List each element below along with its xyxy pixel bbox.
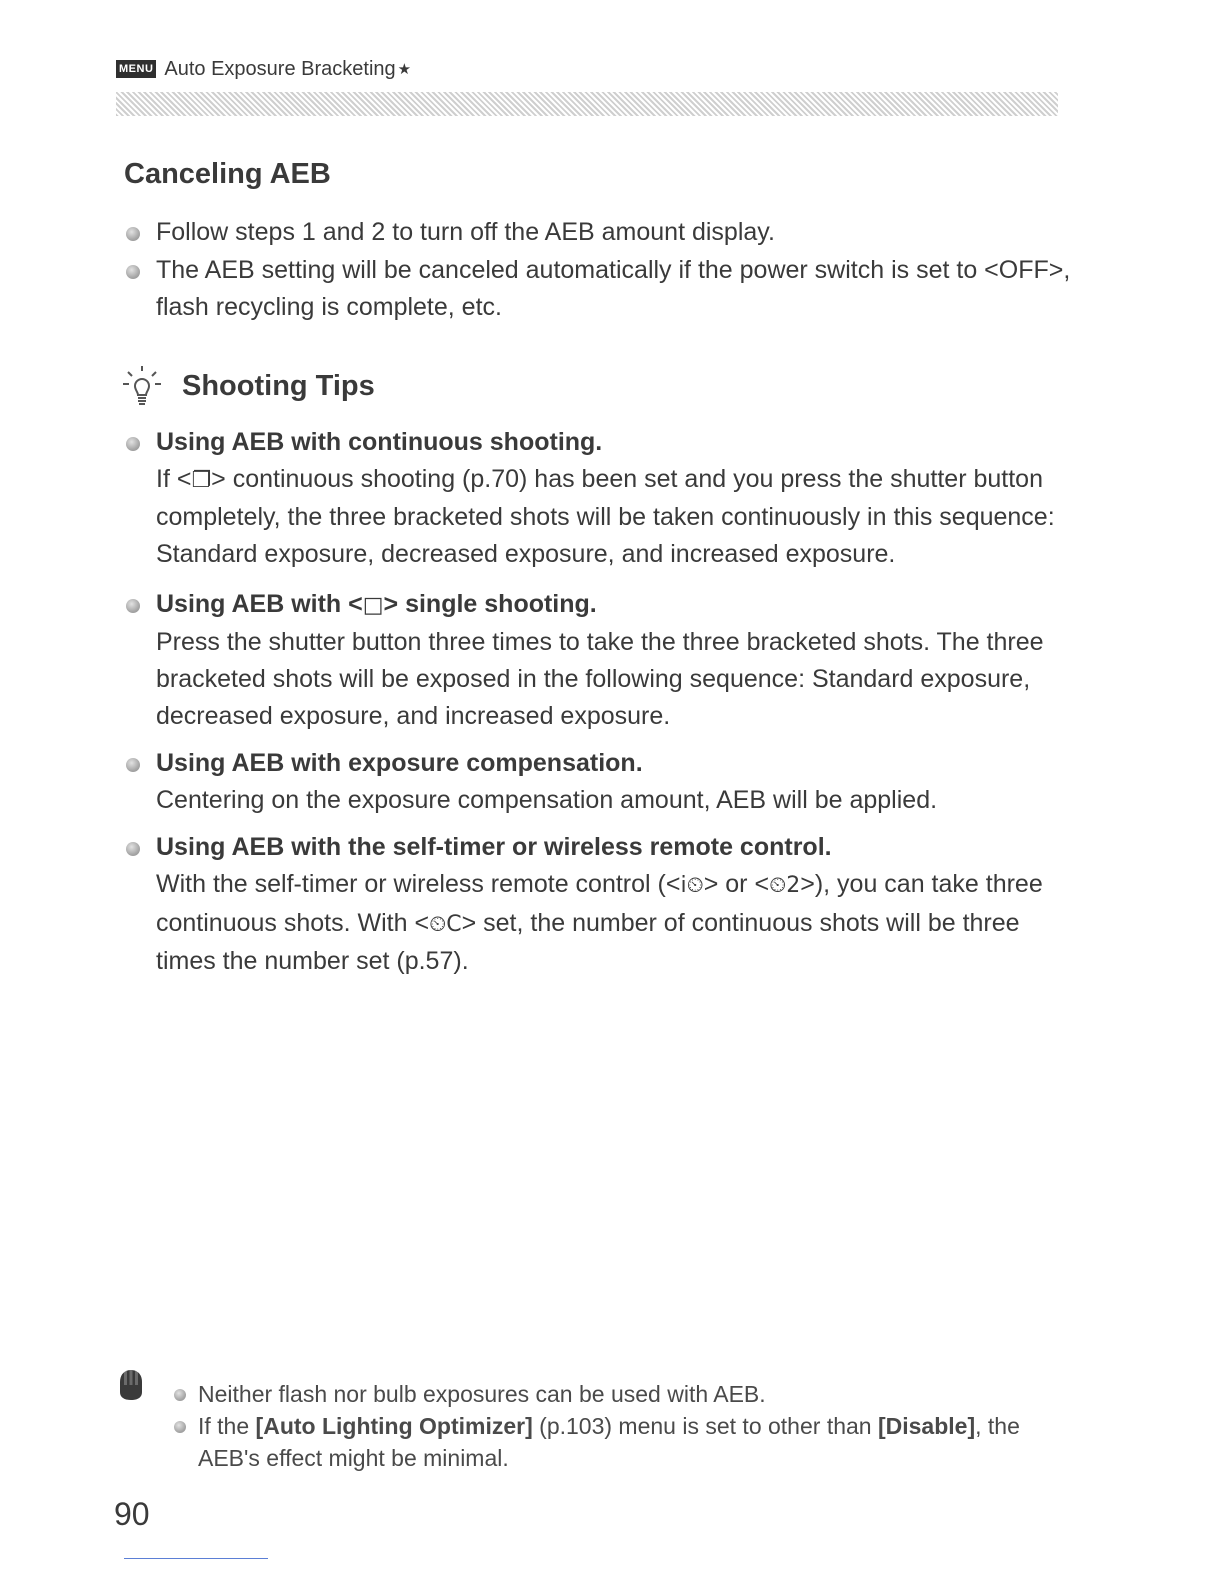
menu-option-disable: [Disable]: [877, 1413, 976, 1439]
note-list: [174, 1378, 1054, 1474]
caution-hand-icon: [116, 1368, 146, 1402]
tip-heading-text: Using AEB with <: [156, 589, 363, 618]
header-stripe-divider: [116, 92, 1058, 116]
tip-heading: Using AEB with continuous shooting.: [156, 428, 603, 456]
list-item: [124, 745, 1064, 819]
canceling-list: [124, 214, 1071, 327]
note-item: [174, 1410, 1054, 1474]
list-item-text: The AEB setting will be canceled automatically if the power switch is set to <OFF>, flash recycling is complete, etc.: [156, 255, 1071, 321]
self-timer-remote-icon: ⅰ⏲: [680, 873, 704, 899]
bullet-icon: [126, 227, 140, 241]
caution-note-box: [116, 1364, 1058, 1476]
list-item-text: Follow steps 1 and 2 to turn off the AEB amount display.: [156, 218, 775, 246]
note-text: , the AEB's effect might be minimal.: [198, 1413, 1020, 1471]
tips-list: [124, 424, 1064, 980]
tip-heading-text: > single shooting.: [383, 589, 597, 618]
tip-body: Press the shutter button three times to take the three bracketed shots. The three bracketed shots will be exposed in the following sequence: Standard exposure, decreased exposure, and increased exposure.: [156, 627, 1044, 731]
note-text: If the: [198, 1413, 256, 1439]
section-title-shooting-tips: [120, 364, 375, 408]
tips-title-text: Shooting Tips: [182, 369, 375, 402]
star-icon: ★: [397, 61, 412, 78]
bullet-icon: [126, 265, 140, 279]
note-text: Neither flash nor bulb exposures can be used with AEB.: [198, 1381, 766, 1407]
bullet-icon: [174, 1421, 186, 1433]
single-shooting-icon: □: [362, 592, 384, 618]
tip-body-text: > or <: [703, 870, 770, 899]
list-item: [124, 586, 1064, 736]
list-item: [124, 252, 1076, 327]
page-header: [116, 56, 411, 82]
lightbulb-icon: [120, 364, 164, 408]
note-text: (p.103) menu is set to other than: [532, 1413, 878, 1439]
tip-body: [156, 866, 1064, 980]
menu-icon: MENU: [116, 60, 156, 78]
bullet-icon: [126, 437, 140, 451]
self-timer-2sec-icon: ⏲2: [769, 873, 801, 899]
list-item: [124, 829, 1064, 980]
bullet-icon: [126, 599, 140, 613]
section-title-canceling-aeb: Canceling AEB: [124, 158, 331, 190]
footer-divider: [124, 1558, 268, 1559]
self-timer-continuous-icon: ⏲C: [429, 911, 462, 937]
tip-body: [156, 461, 1064, 574]
tip-heading: Using AEB with the self-timer or wireless remote control.: [156, 833, 832, 862]
header-title: Auto Exposure Bracketing: [164, 57, 396, 80]
tip-body-text: With the self-timer or wireless remote control (<: [156, 870, 681, 899]
tip-body-text: If <: [156, 465, 192, 493]
tip-heading: Using AEB with exposure compensation.: [156, 749, 643, 778]
tip-heading: [156, 586, 1064, 624]
bullet-icon: [126, 842, 140, 856]
list-item: [124, 424, 1064, 574]
tip-body-text: >), you can take three continuous shots. With <: [156, 870, 1043, 937]
page-number: 90: [114, 1496, 150, 1532]
bullet-icon: [126, 758, 140, 772]
bullet-icon: [174, 1389, 186, 1401]
tip-body-text: > set, the number of continuous shots will be three times the number set (p.57).: [156, 908, 1020, 975]
list-item: [124, 214, 1064, 252]
note-item: [174, 1378, 1054, 1410]
menu-option-auto-lighting-optimizer: [Auto Lighting Optimizer]: [255, 1413, 533, 1439]
tip-body: Centering on the exposure compensation amount, AEB will be applied.: [156, 786, 938, 815]
tip-body-text: > continuous shooting (p.70) has been set and you press the shutter button completely, the three bracketed shots will be taken continuously in this sequence: Standard exposure, decreased exposure, and increased exposure.: [156, 465, 1055, 569]
continuous-shooting-icon: ❐: [191, 468, 212, 493]
